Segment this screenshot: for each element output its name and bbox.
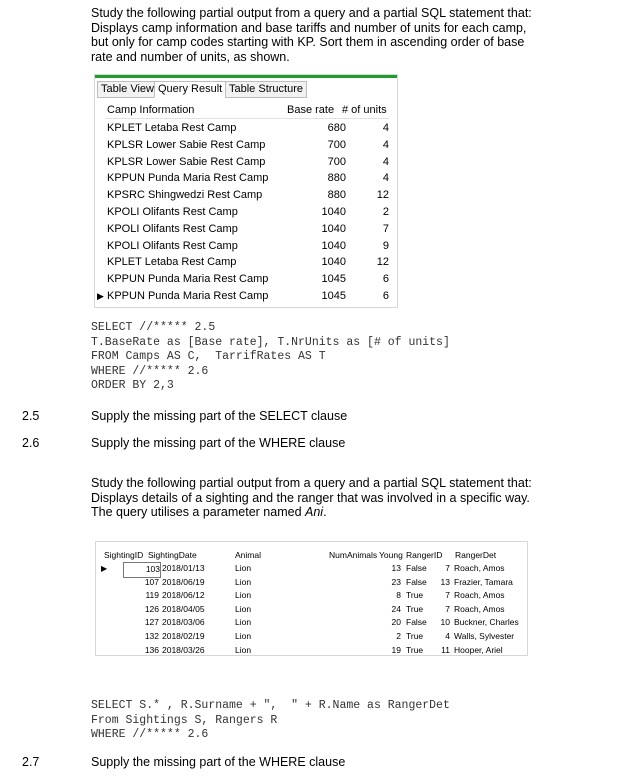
cell-base-rate: 1040: [321, 256, 346, 269]
table-row[interactable]: [97, 288, 389, 305]
cell-base-rate: 880: [327, 189, 346, 202]
question-number: 2.6: [22, 436, 40, 450]
cell-num-units: 4: [382, 172, 389, 185]
intro-text-end: .: [323, 505, 327, 520]
cell-sightingid: 107: [144, 576, 159, 587]
col-header-sightingdate[interactable]: SightingDate: [148, 550, 197, 560]
cell-camp-information: KPLET Letaba Rest Camp: [107, 122, 237, 134]
cell-base-rate: 680: [327, 122, 346, 134]
cell-rangerid: 11: [441, 644, 450, 655]
col-header-camp-information[interactable]: Camp Information: [107, 104, 195, 116]
cell-numanimals: 24: [391, 603, 401, 614]
cell-rangerid: 10: [440, 617, 450, 628]
intro-paragraph-1: Study the following partial output from a query and a partial SQL statement that: Displays camp information and base tariffs and number of units for each camp, but only for camp codes starting with KP. Sort them in ascending order of base rate and number of units, as shown.: [91, 6, 532, 64]
param-name: Ani: [305, 505, 324, 520]
cell-sightingdate: 2018/06/19: [162, 576, 205, 587]
question-number: 2.5: [22, 409, 40, 423]
grid-header-row: [96, 549, 527, 561]
table-row[interactable]: [96, 562, 527, 576]
table-row[interactable]: [96, 576, 527, 590]
table-row[interactable]: [105, 120, 389, 137]
cell-camp-information: KPOLI Olifants Rest Camp: [107, 222, 238, 235]
intro-text: Study the following partial output from a query and a partial SQL statement that: Displays details of a sighting and the ranger that was involved in a specific way. The query utilises a parameter named: [91, 476, 532, 520]
cell-rangerdet: Buckner, Charles: [454, 617, 519, 628]
sql-line: ORDER BY 2,3: [91, 379, 174, 392]
cell-rangerid: 7: [445, 590, 450, 601]
tab-query-result[interactable]: Query Result: [154, 81, 226, 98]
cell-sightingid: 132: [144, 631, 159, 641]
cell-base-rate: 1040: [321, 206, 346, 218]
cell-sightingdate: 2018/02/19: [162, 631, 205, 641]
table-row[interactable]: [96, 616, 527, 630]
cell-camp-information: KPPUN Punda Maria Rest Camp: [107, 273, 269, 286]
sql-statement-2: [91, 699, 450, 743]
cell-num-units: 4: [382, 155, 389, 168]
cell-animal: Lion: [235, 631, 252, 641]
cell-animal: Lion: [235, 644, 252, 655]
cell-num-units: 7: [382, 222, 389, 235]
cell-camp-information: KPLET Letaba Rest Camp: [107, 256, 237, 269]
cell-camp-information: KPOLI Olifants Rest Camp: [107, 239, 238, 252]
table-row[interactable]: [105, 187, 389, 204]
intro-paragraph-2: [91, 476, 536, 520]
table-row[interactable]: [96, 644, 527, 658]
cell-sightingid: 119: [145, 590, 159, 601]
table-row[interactable]: [105, 254, 389, 271]
cell-base-rate: 1040: [321, 222, 346, 235]
table-row[interactable]: [105, 154, 389, 171]
cell-num-units: 4: [382, 138, 389, 151]
cell-rangerdet: Hooper, Ariel: [454, 644, 503, 655]
cell-rangerid: 7: [445, 563, 450, 573]
sql-line: WHERE //***** 2.6: [91, 364, 209, 378]
cell-rangerid: 7: [445, 603, 450, 614]
col-header-sightingid[interactable]: SightingID: [104, 550, 144, 560]
question-text: Supply the missing part of the SELECT clause: [91, 409, 348, 423]
cell-camp-information: KPPUN Punda Maria Rest Camp: [107, 290, 269, 302]
cell-sightingdate: 2018/01/13: [162, 563, 205, 573]
col-header-rangerid[interactable]: RangerID: [406, 550, 443, 560]
cell-numanimals: 13: [391, 563, 401, 573]
cell-young: False: [406, 563, 427, 573]
cell-camp-information: KPOLI Olifants Rest Camp: [107, 206, 238, 218]
cell-animal: Lion: [235, 590, 252, 601]
question-text: Supply the missing part of the WHERE clause: [91, 436, 346, 450]
cell-num-units: 2: [382, 206, 389, 218]
cell-sightingid: 136: [144, 644, 159, 655]
cell-numanimals: 23: [391, 576, 401, 587]
col-header-rangerdet[interactable]: RangerDet: [455, 550, 497, 560]
cell-camp-information: KPLSR Lower Sabie Rest Camp: [107, 155, 266, 168]
current-row-indicator-icon: ▶: [97, 291, 104, 301]
cell-animal: Lion: [235, 603, 252, 614]
cell-numanimals: 19: [391, 644, 401, 655]
cell-sightingid: 127: [144, 617, 159, 628]
cell-camp-information: KPPUN Punda Maria Rest Camp: [107, 172, 269, 185]
cell-numanimals: 8: [396, 590, 401, 601]
cell-sightingdate: 2018/03/26: [162, 644, 205, 655]
sql-line: WHERE //***** 2.6: [91, 728, 209, 741]
cell-rangerid: 4: [445, 631, 450, 641]
sql-line: SELECT //***** 2.5: [91, 321, 216, 334]
cell-num-units: 12: [376, 256, 389, 269]
question-number: 2.7: [22, 755, 40, 769]
cell-sightingdate: 2018/04/05: [162, 603, 205, 614]
cell-numanimals: 2: [396, 631, 401, 641]
current-row-indicator-icon: ▶: [101, 564, 108, 573]
table-row[interactable]: [105, 238, 389, 255]
tab-table-view[interactable]: Table View: [97, 81, 158, 98]
col-header-base-rate[interactable]: Base rate: [287, 104, 335, 116]
cell-young: True: [406, 631, 424, 641]
col-header-num-units[interactable]: # of units: [342, 104, 387, 116]
tab-table-structure[interactable]: Table Structure: [225, 81, 307, 98]
cell-sightingdate: 2018/03/06: [162, 617, 205, 628]
cell-num-units: 9: [382, 239, 389, 252]
sql-statement-1: [91, 321, 450, 394]
table-row[interactable]: [96, 603, 527, 617]
cell-base-rate: 700: [327, 155, 346, 168]
cell-base-rate: 880: [327, 172, 346, 185]
table-row[interactable]: [105, 221, 389, 238]
table-row[interactable]: [105, 204, 389, 221]
sql-line: T.BaseRate as [Base rate], T.NrUnits as [# of units]: [91, 335, 450, 349]
cell-num-units: 4: [382, 122, 389, 134]
cell-young: True: [406, 603, 424, 614]
cell-rangerdet: Frazier, Tamara: [454, 576, 513, 587]
cell-young: False: [406, 617, 427, 628]
table-row[interactable]: [105, 170, 389, 187]
cell-camp-information: KPSRC Shingwedzi Rest Camp: [107, 189, 263, 202]
cell-numanimals: 20: [391, 617, 401, 628]
query-result-grid-sightings[interactable]: [95, 541, 528, 656]
cell-young: True: [406, 590, 424, 601]
cell-rangerdet: Walls, Sylvester: [454, 631, 515, 641]
grid-accent-bar: [95, 75, 397, 78]
cell-base-rate: 700: [327, 138, 346, 151]
cell-rangerdet: Roach, Amos: [454, 563, 505, 573]
col-header-animal[interactable]: Animal: [235, 550, 261, 560]
cell-base-rate: 1040: [321, 239, 346, 252]
cell-young: True: [406, 644, 424, 655]
cell-base-rate: 1045: [321, 273, 346, 286]
cell-camp-information: KPLSR Lower Sabie Rest Camp: [107, 138, 266, 151]
cell-animal: Lion: [235, 576, 252, 587]
sql-line: FROM Camps AS C, TarrifRates AS T: [91, 350, 326, 363]
cell-base-rate: 1045: [321, 290, 346, 302]
cell-rangerid: 13: [440, 576, 450, 587]
cell-sightingdate: 2018/06/12: [162, 590, 205, 601]
query-result-grid-camps[interactable]: [94, 74, 398, 308]
cell-rangerdet: Roach, Amos: [454, 603, 505, 614]
cell-young: False: [406, 576, 427, 587]
cell-num-units: 6: [382, 290, 389, 302]
cell-animal: Lion: [235, 617, 252, 628]
table-row[interactable]: [96, 630, 527, 644]
cell-num-units: 12: [376, 189, 389, 202]
table-row[interactable]: [105, 137, 389, 154]
cell-num-units: 6: [382, 273, 389, 286]
sql-line: SELECT S.* , R.Surname + ", " + R.Name as RangerDet: [91, 699, 450, 712]
cell-sightingid: 103: [123, 562, 161, 578]
cell-animal: Lion: [235, 563, 252, 573]
cell-sightingid: 126: [144, 603, 159, 614]
question-text: Supply the missing part of the WHERE clause: [91, 755, 346, 769]
grid-header-row: [105, 103, 389, 119]
col-header-young[interactable]: Young: [379, 550, 403, 560]
col-header-numanimals[interactable]: NumAnimals: [329, 550, 378, 560]
sql-line: From Sightings S, Rangers R: [91, 713, 278, 727]
table-row[interactable]: [96, 589, 527, 603]
cell-rangerdet: Roach, Amos: [454, 590, 505, 601]
table-row[interactable]: [105, 271, 389, 288]
